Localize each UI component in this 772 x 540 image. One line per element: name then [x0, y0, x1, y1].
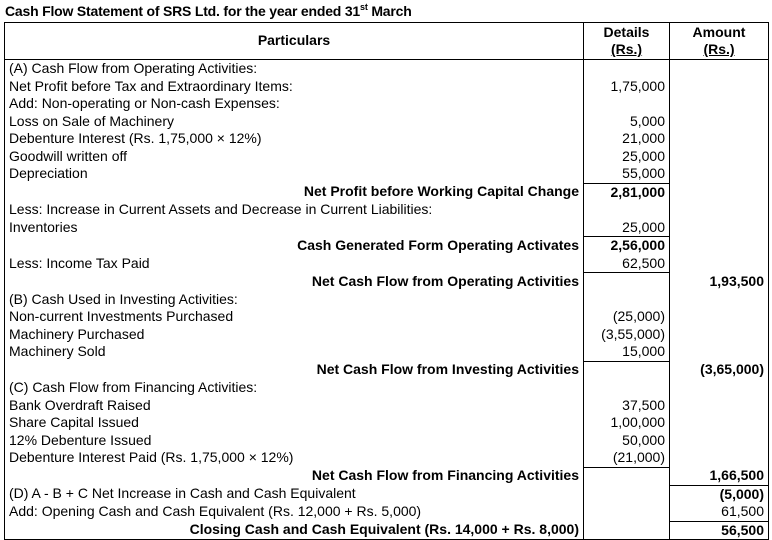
subtotal-row: Cash Generated Form Operating Activates 2,56,000: [5, 237, 769, 255]
table-row: Machinery Sold 15,000: [5, 343, 769, 361]
table-row: Non-current Investments Purchased (25,000): [5, 308, 769, 326]
section-heading: (B) Cash Used in Investing Activities:: [5, 291, 584, 309]
table-row: Debenture Interest Paid (Rs. 1,75,000 × 12%) (21,000): [5, 449, 769, 467]
table-row: Debenture Interest (Rs. 1,75,000 × 12%) 21,000: [5, 130, 769, 148]
table-row: Machinery Purchased (3,55,000): [5, 326, 769, 344]
section-heading: (C) Cash Flow from Financing Activities:: [5, 379, 584, 397]
table-row: Depreciation 55,000: [5, 165, 769, 183]
total-row: Net Cash Flow from Financing Activities 1,66,500: [5, 467, 769, 485]
header-particulars: Particulars: [5, 23, 584, 60]
table-row: Goodwill written off 25,000: [5, 148, 769, 166]
table-row: Add: Opening Cash and Cash Equivalent (Rs. 12,000 + Rs. 5,000) 61,500: [5, 503, 769, 521]
subtotal-row: Net Profit before Working Capital Change 2,81,000: [5, 183, 769, 201]
cash-flow-table: [4, 22, 769, 540]
statement-title: Cash Flow Statement of SRS Ltd. for the year ended 31st March: [5, 2, 412, 19]
header-amount: Amount (Rs.): [670, 23, 769, 60]
table-row: Add: Non-operating or Non-cash Expenses:: [5, 95, 769, 113]
total-row: Net Cash Flow from Investing Activities (3,65,000): [5, 361, 769, 379]
table-row: Less: Increase in Current Assets and Decrease in Current Liabilities:: [5, 201, 769, 219]
table-row: (D) A - B + C Net Increase in Cash and Cash Equivalent (5,000): [5, 485, 769, 503]
table-row: Bank Overdraft Raised 37,500: [5, 397, 769, 415]
table-row: Share Capital Issued 1,00,000: [5, 414, 769, 432]
header-details: Details (Rs.): [584, 23, 670, 60]
table-row: [5, 60, 769, 78]
table-row: Loss on Sale of Machinery 5,000: [5, 113, 769, 131]
table-row: Inventories 25,000: [5, 219, 769, 237]
section-heading: (A) Cash Flow from Operating Activities:: [5, 60, 584, 78]
table-row: [5, 379, 769, 397]
table-row: 12% Debenture Issued 50,000: [5, 432, 769, 450]
table-row: Less: Income Tax Paid 62,500: [5, 255, 769, 273]
table-row: [5, 291, 769, 309]
table-row: Net Profit before Tax and Extraordinary Items: 1,75,000: [5, 78, 769, 96]
header-row: [5, 23, 769, 60]
closing-total-row: Closing Cash and Cash Equivalent (Rs. 14,000 + Rs. 8,000) 56,500: [5, 521, 769, 540]
total-row: Net Cash Flow from Operating Activities 1,93,500: [5, 273, 769, 291]
